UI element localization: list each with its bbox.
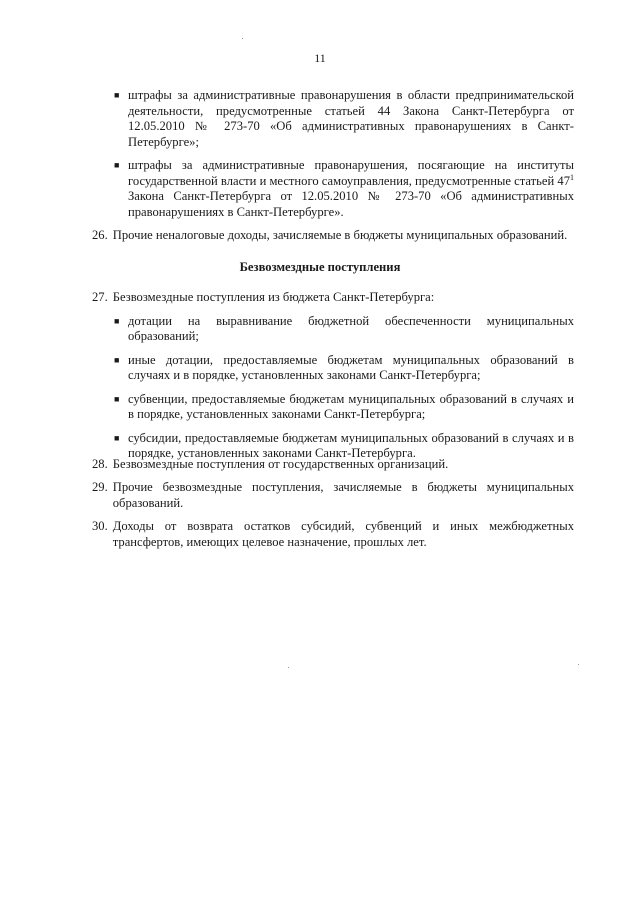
item-number: 28. [92, 457, 108, 471]
item-number: 30. [92, 519, 108, 533]
item-text: Безвозмездные поступления от государственных организаций. [112, 457, 449, 471]
bullet-icon: ■ [114, 90, 120, 100]
scan-speck [288, 667, 289, 668]
bullet-icon: ■ [114, 160, 120, 170]
item-text: Безвозмездные поступления из бюджета Санкт-Петербурга: [112, 290, 435, 304]
bullet-text: иные дотации, предоставляемые бюджетам муниципальных образований в случаях и в порядке, установленных законами Санкт-Петербурга; [128, 352, 574, 382]
top-bullet-list [92, 88, 574, 220]
bullet-icon: ■ [114, 432, 120, 443]
list-item-28 [92, 457, 574, 473]
bullet-text: субсидии, предоставляемые бюджетам муниципальных образований в случаях и в порядке, установленных законами Санкт-Петербурга. [128, 430, 574, 460]
item-number: 26. [92, 228, 108, 242]
item-text: Прочие неналоговые доходы, зачисляемые в бюджеты муниципальных образований. [112, 228, 568, 242]
bullet-icon: ■ [114, 393, 120, 404]
scan-speck [242, 38, 243, 39]
bullet-text: штрафы за административные правонарушения, посягающие на институты государственной власти и местного самоуправления, предусмотренные статьей $47^1$ Закона Санкт-Петербурга от 12.05.2010 № 273-70 «Об административных правонарушениях в Санкт-Петербурге». [128, 158, 574, 219]
item-text: Прочие безвозмездные поступления, зачисляемые в бюджеты муниципальных образований. [112, 480, 574, 510]
bullet-text: дотации на выравнивание бюджетной обеспеченности муниципальных образований; [128, 313, 574, 343]
list-item [114, 353, 574, 384]
list-item [114, 314, 574, 345]
item-number: 27. [92, 290, 108, 304]
list-item [114, 158, 574, 220]
scan-speck [578, 664, 579, 665]
section-heading: Безвозмездные поступления [239, 260, 401, 274]
item-number: 29. [92, 480, 108, 494]
page-number: 11 [314, 51, 326, 65]
list-item [114, 392, 574, 423]
list-item-29 [92, 480, 574, 511]
list-item-27 [92, 290, 574, 462]
item-text: Доходы от возврата остатков субсидий, субвенций и иных межбюджетных трансфертов, имеющих целевое назначение, прошлых лет. [112, 519, 574, 549]
list-item-26 [92, 228, 574, 244]
bullet-icon: ■ [114, 354, 120, 365]
list-item-30 [92, 519, 574, 550]
bullet-text: субвенции, предоставляемые бюджетам муниципальных образований в случаях и в порядке, установленных законами Санкт-Петербурга; [128, 391, 574, 421]
bullet-text: штрафы за административные правонарушения в области предпринимательской деятельности, предусмотренные статьей 44 Закона Санкт-Петербурга от 12.05.2010 № 273-70 «Об административных правонарушениях в Санкт-Петербурге»; [128, 88, 574, 149]
superscript: 1 [570, 172, 574, 182]
bullet-icon: ■ [114, 315, 120, 326]
list-item [114, 88, 574, 150]
